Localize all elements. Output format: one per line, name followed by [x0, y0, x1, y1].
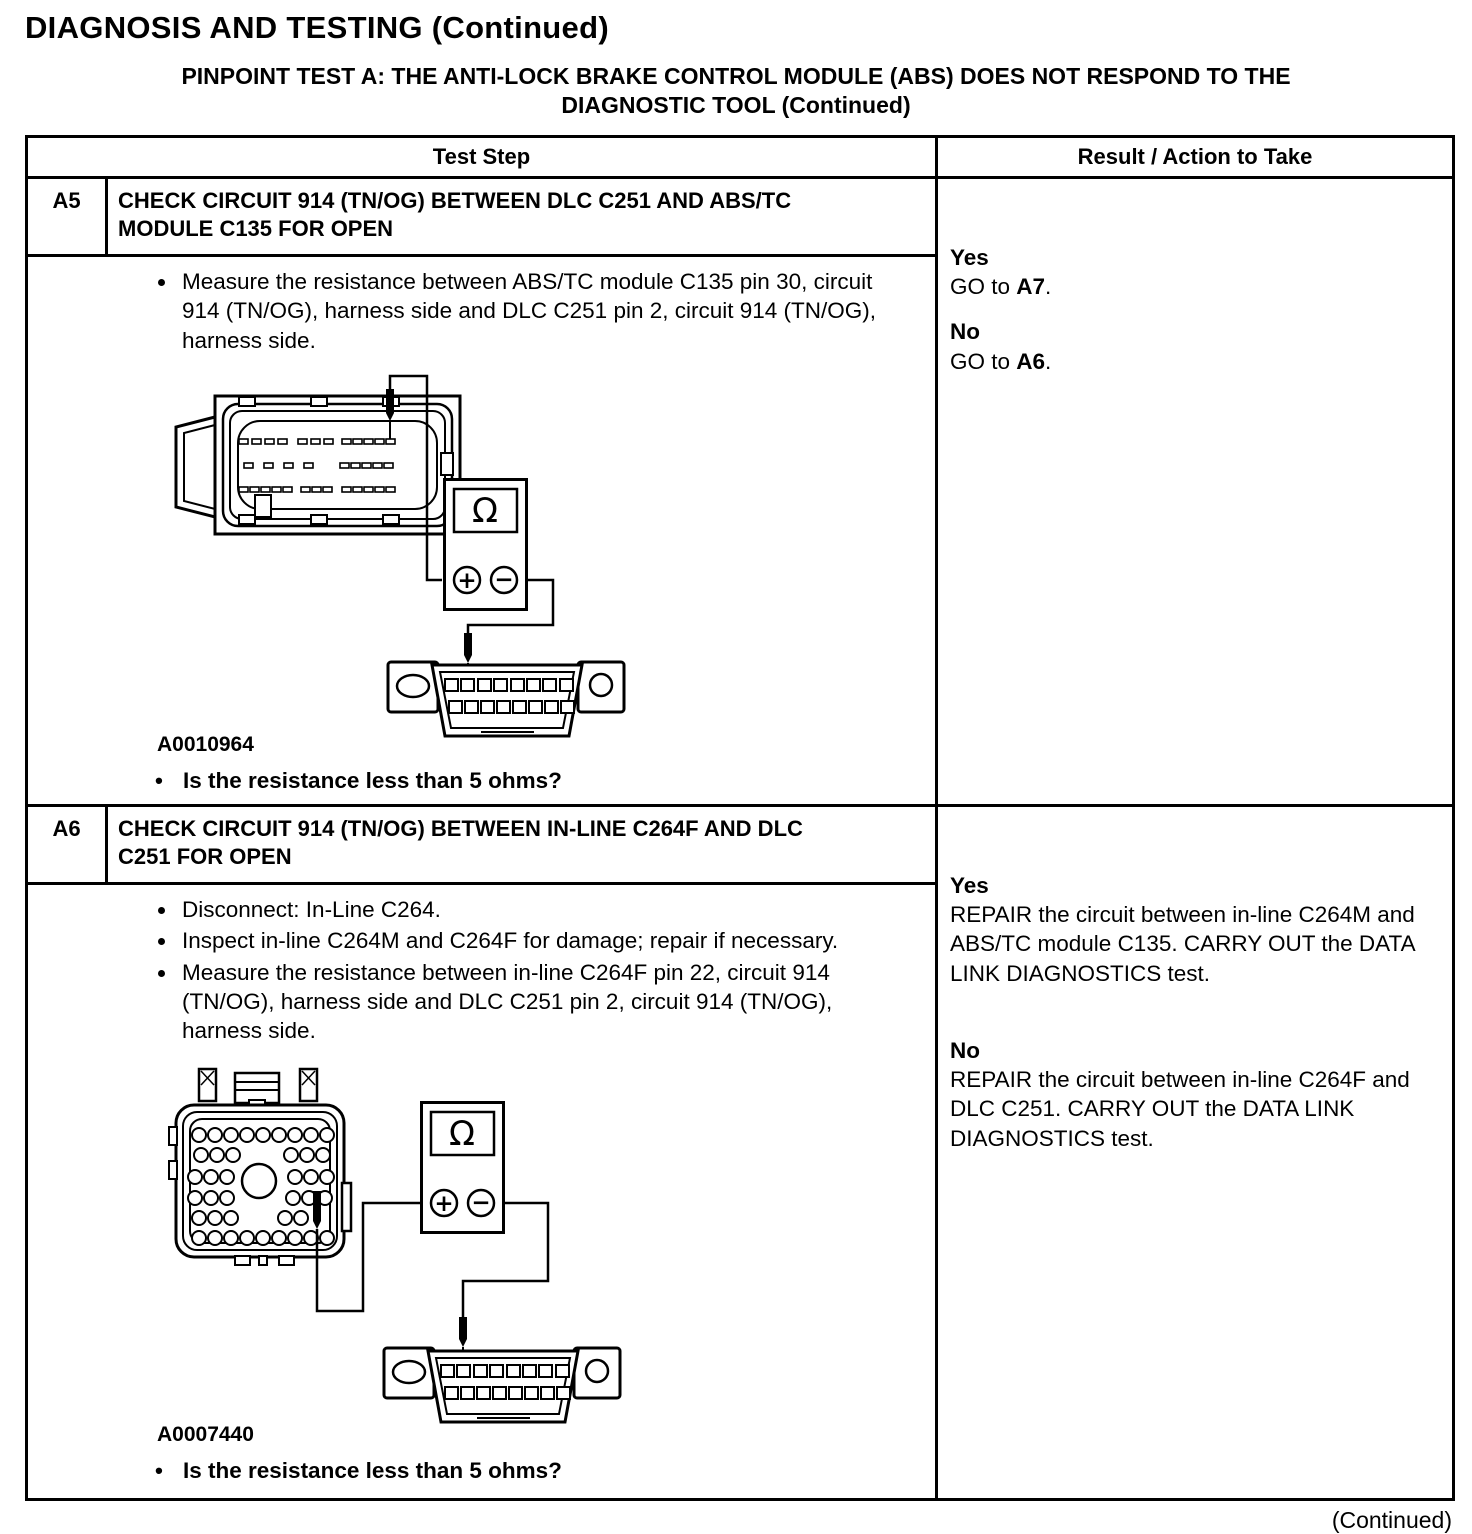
- step-title-a6: [107, 805, 937, 883]
- step-title-text: CHECK CIRCUIT 914 (TN/OG) BETWEEN DLC C251 AND ABS/TC MODULE C135 FOR OPEN: [118, 187, 792, 242]
- list-item: • Measure the resistance between in-line C264F pin 22, circuit 914 (TN/OG), harness side and DLC C251 pin 2, circuit 914 (TN/OG), harness side.: [178, 958, 898, 1046]
- test-probe: [464, 633, 472, 663]
- step-content-a6: [27, 884, 937, 1500]
- action-no: [950, 347, 1438, 376]
- result-yes-block: [950, 243, 1438, 302]
- result-cell-a5: [937, 177, 1454, 805]
- test-probe: [313, 1191, 321, 1229]
- step-title-a5: [107, 177, 937, 255]
- step-content-a5: [27, 256, 937, 806]
- test-probe: [459, 1317, 467, 1347]
- figure-label: A0010964: [157, 732, 254, 756]
- question-a5: • Is the resistance less than 5 ohms?: [155, 768, 935, 794]
- step-id-a6: A6: [27, 805, 107, 883]
- step-a5-header-row: [27, 177, 1454, 255]
- list-item: • Measure the resistance between ABS/TC module C135 pin 30, circuit 914 (TN/OG), harness side and DLC C251 pin 2, circuit 914 (TN/OG), harness side.: [178, 267, 898, 355]
- col-header-result: Result / Action to Take: [937, 136, 1454, 177]
- list-item: • Disconnect: In-Line C264.: [178, 895, 898, 924]
- step-a6-header-row: [27, 805, 1454, 883]
- action-suffix: .: [1045, 348, 1052, 374]
- action-prefix: GO to: [950, 274, 1017, 300]
- list-item: • Inspect in-line C264M and C264F for damage; repair if necessary.: [178, 926, 898, 955]
- action-step-ref: A6: [1016, 348, 1046, 374]
- bullet-list: [28, 895, 935, 1045]
- verdict-no: No: [950, 1037, 980, 1063]
- result-no-block: [950, 317, 1438, 376]
- figure-label: A0007440: [157, 1423, 254, 1447]
- step-title-text: CHECK CIRCUIT 914 (TN/OG) BETWEEN IN-LINE C264F AND DLC C251 FOR OPEN: [118, 815, 803, 870]
- page-title: DIAGNOSIS AND TESTING (Continued): [25, 10, 609, 45]
- action-prefix: GO to: [950, 348, 1017, 374]
- verdict-yes: Yes: [950, 244, 989, 270]
- continued-note: (Continued): [1331, 1507, 1452, 1533]
- col-header-test-step: Test Step: [27, 136, 937, 177]
- document-page: [0, 10, 1472, 1533]
- verdict-yes: Yes: [950, 872, 989, 898]
- verdict-no: No: [950, 319, 980, 345]
- action-yes: REPAIR the circuit between in-line C264M and ABS/TC module C135. CARRY OUT the DATA LINK DIAGNOSTICS test.: [950, 902, 1415, 986]
- bullet-list: [28, 267, 935, 355]
- question-a6: • Is the resistance less than 5 ohms?: [155, 1458, 935, 1484]
- c264f-connector-drawing: [169, 1069, 351, 1265]
- figure-a6-wiring-diagram: [143, 1053, 803, 1448]
- pinpoint-test-table: [25, 135, 1455, 1501]
- action-step-ref: A7: [1016, 274, 1046, 300]
- result-cell-a6: [937, 805, 1454, 1499]
- result-no-block: [950, 1036, 1438, 1153]
- result-yes-block: [950, 871, 1438, 988]
- action-no: REPAIR the circuit between in-line C264F and DLC C251. CARRY OUT the DATA LINK DIAGNOSTICS test.: [950, 1067, 1410, 1151]
- action-suffix: .: [1045, 274, 1052, 300]
- figure-a5-wiring-diagram: [143, 363, 803, 758]
- action-yes: [950, 272, 1438, 301]
- table-header-row: [27, 136, 1454, 177]
- c135-connector-drawing: [176, 396, 460, 534]
- section-title: PINPOINT TEST A: THE ANTI-LOCK BRAKE CONTROL MODULE (ABS) DOES NOT RESPOND TO THE DIAGNOSTIC TOOL (Continued): [181, 63, 1291, 119]
- connector-top-posts: [199, 1069, 317, 1109]
- step-id-a5: A5: [27, 177, 107, 255]
